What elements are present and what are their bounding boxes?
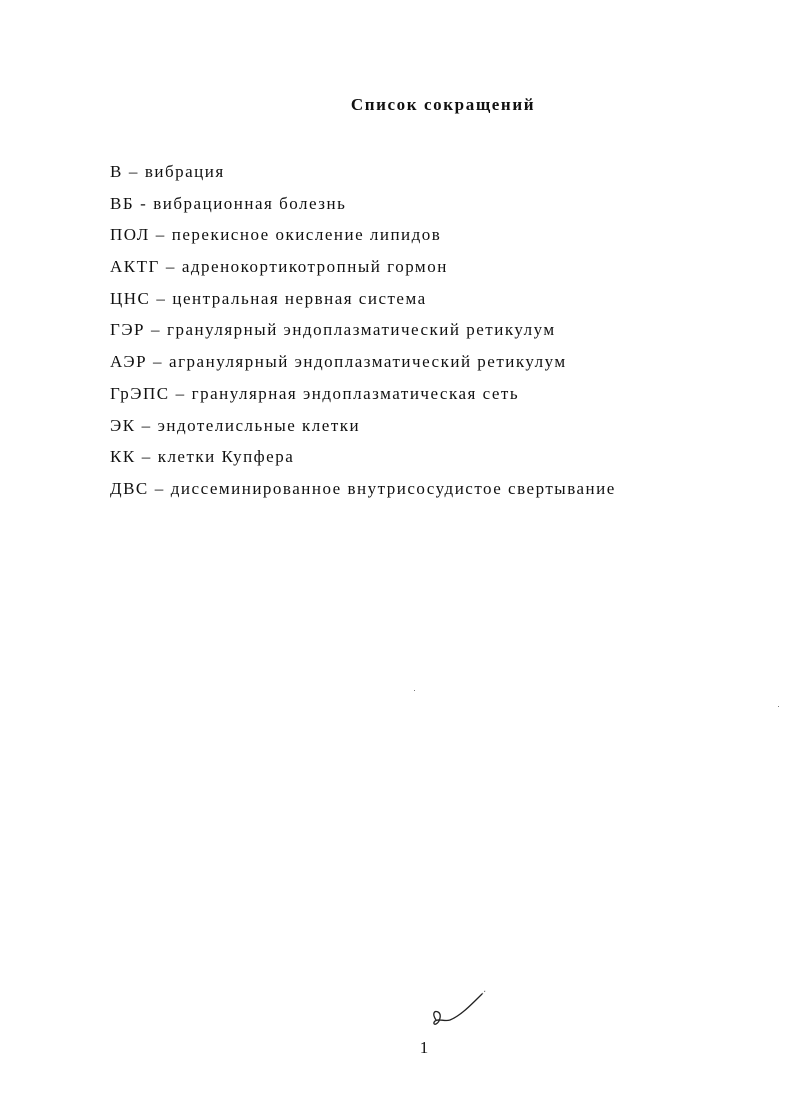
abbreviation-term: ВБ xyxy=(110,193,135,213)
abbreviation-definition: вибрация xyxy=(144,162,225,181)
signature-mark xyxy=(430,990,490,1032)
abbreviation-definition: эндотелисльные клетки xyxy=(157,415,361,435)
abbreviation-term: ГЭР xyxy=(110,320,146,340)
page-number: 1 xyxy=(419,1038,429,1057)
abbreviation-separator: - xyxy=(140,193,148,213)
abbreviation-term: ЭК xyxy=(110,415,136,435)
abbreviation-definition: клетки Купфера xyxy=(157,447,295,467)
abbreviation-separator: – xyxy=(151,320,162,340)
abbreviation-separator: – xyxy=(155,225,166,245)
abbreviation-definition: перекисное окисление липидов xyxy=(171,225,442,245)
abbreviation-item xyxy=(110,445,616,477)
abbreviation-item xyxy=(110,287,616,319)
abbreviation-separator: – xyxy=(141,415,152,435)
abbreviation-term: ДВС xyxy=(110,478,149,498)
abbreviation-definition: агранулярный эндоплазматический ретикулум xyxy=(169,352,567,372)
abbreviation-definition: гранулярная эндоплазматическая сеть xyxy=(191,383,520,403)
page-title: Список сокращений xyxy=(350,95,536,114)
abbreviation-item xyxy=(110,318,616,350)
abbreviation-item xyxy=(110,223,616,255)
abbreviation-definition: вибрационная болезнь xyxy=(153,193,347,213)
abbreviation-term: ЦНС xyxy=(110,288,151,308)
abbreviation-term: АЭР xyxy=(110,352,148,372)
abbreviation-separator: – xyxy=(175,383,186,403)
abbreviation-item xyxy=(110,160,616,192)
scan-speck xyxy=(414,690,415,691)
scan-speck xyxy=(778,706,779,707)
abbreviation-term: ПОЛ xyxy=(110,225,150,245)
abbreviation-term: КК xyxy=(110,447,136,467)
abbreviation-item xyxy=(110,382,616,414)
abbreviation-separator: – xyxy=(165,257,176,277)
abbreviation-separator: – xyxy=(154,478,165,498)
abbreviation-item xyxy=(110,350,616,382)
abbreviation-definition: диссеминированное внутрисосудистое свертывание xyxy=(170,478,616,498)
abbreviation-list xyxy=(110,160,616,509)
abbreviation-term: АКТГ xyxy=(110,257,160,277)
abbreviation-definition: адренокортикотропный гормон xyxy=(181,257,448,277)
abbreviation-separator: – xyxy=(128,162,139,181)
abbreviation-item xyxy=(110,414,616,446)
abbreviation-separator: – xyxy=(141,447,152,467)
abbreviation-separator: – xyxy=(156,288,167,308)
abbreviation-definition: центральная нервная система xyxy=(172,288,427,308)
abbreviation-term: ГрЭПС xyxy=(110,383,170,403)
abbreviation-item xyxy=(110,192,616,224)
abbreviation-definition: гранулярный эндоплазматический ретикулум xyxy=(167,320,556,340)
abbreviation-separator: – xyxy=(153,352,164,372)
abbreviation-item xyxy=(110,255,616,287)
abbreviation-item xyxy=(110,477,616,509)
abbreviation-term: В xyxy=(110,162,123,181)
